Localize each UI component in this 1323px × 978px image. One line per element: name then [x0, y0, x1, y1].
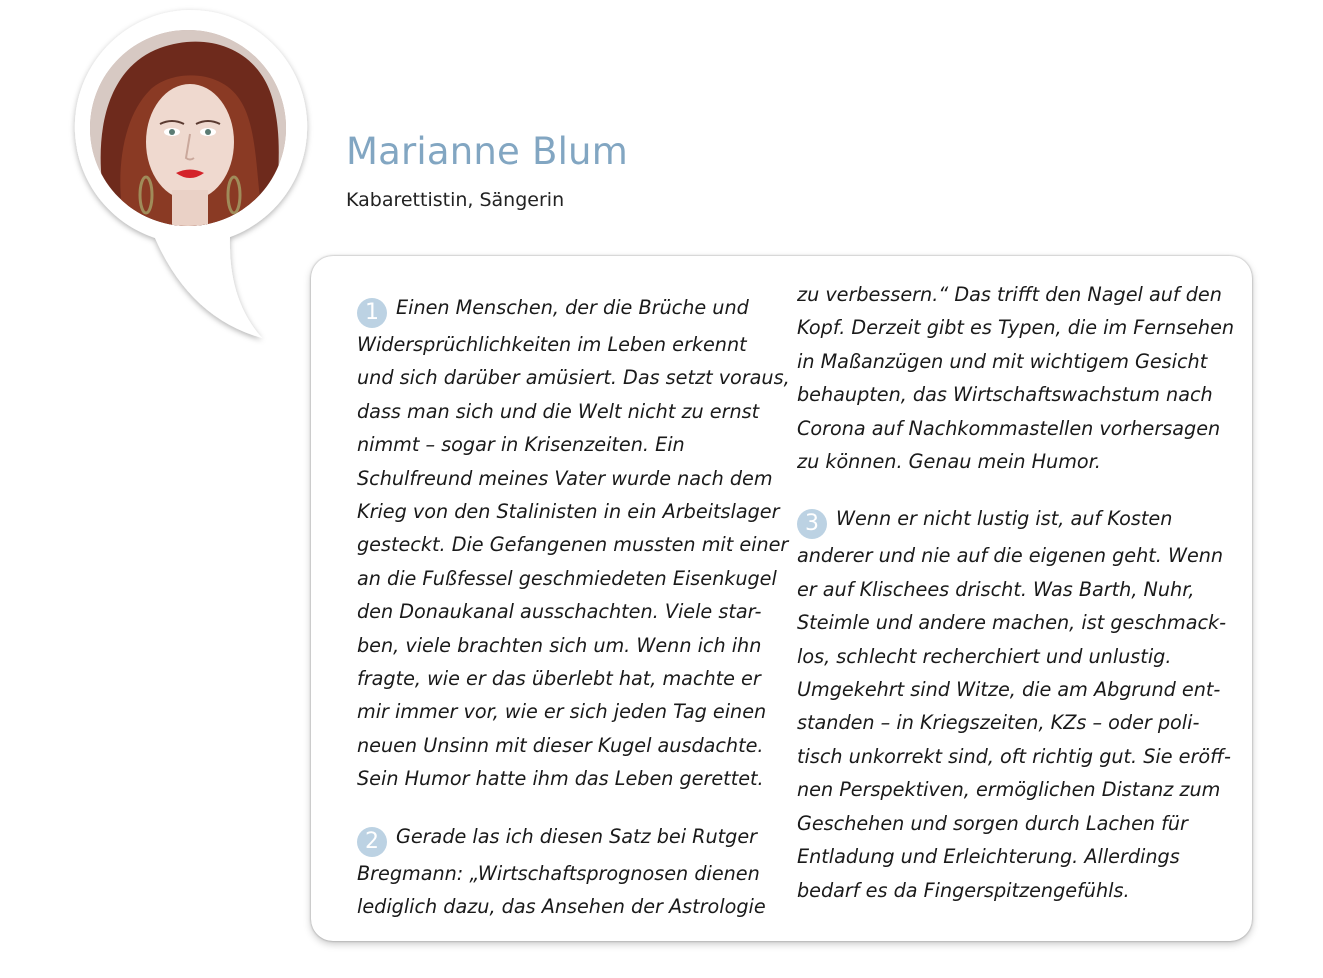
answer-line: nimmt – sogar in Krisenzeiten. Ein [357, 433, 685, 457]
answer-line: Krieg von den Stalinisten in ein Arbeitslager [357, 500, 780, 524]
answer-line: bedarf es da Fingerspitzengefühls. [797, 878, 1130, 902]
answer-line: Entladung und Erleichterung. Allerdings [797, 845, 1180, 869]
answer-line: in Maßanzügen und mit wichtigem Gesicht [797, 349, 1208, 373]
person-role: Kabarettistin, Sängerin [346, 189, 565, 211]
answer-line: ben, viele brachten sich um. Wenn ich ihn [357, 633, 762, 657]
number-badge: 2 [357, 827, 387, 857]
portrait-photo [90, 30, 286, 226]
left-column [357, 291, 790, 924]
right-column [797, 278, 1235, 907]
answer-line: gesteckt. Die Gefangenen mussten mit einer [357, 533, 789, 557]
answer-line: Kopf. Derzeit gibt es Typen, die im Fernsehen [797, 316, 1235, 340]
answer-line: dass man sich und die Welt nicht zu ernst [357, 399, 760, 423]
answer-line: zu können. Genau mein Humor. [797, 450, 1101, 474]
number-badge: 3 [797, 509, 827, 539]
answer-line: neuen Unsinn mit dieser Kugel ausdachte. [357, 733, 764, 757]
answer-line: Bregmann: „Wirtschaftsprognosen dienen [357, 861, 760, 885]
answer-line: nen Perspektiven, ermöglichen Distanz zum [797, 778, 1221, 802]
answer-line: und sich darüber amüsiert. Das setzt voraus, [357, 366, 790, 390]
answer-line: 1 Einen Menschen, der die Brüche und [357, 291, 777, 328]
answer-line: Steimle und andere machen, ist geschmack- [797, 611, 1227, 635]
answer-line: anderer und nie auf die eigenen geht. Wenn [797, 544, 1224, 568]
answer-line: 2 Gerade las ich diesen Satz bei Rutger [357, 820, 777, 857]
answer-line: behaupten, das Wirtschaftswachstum nach [797, 383, 1213, 407]
answer-line: tisch unkorrekt sind, oft richtig gut. Sie eröff- [797, 744, 1231, 768]
answer-line: er auf Klischees drischt. Was Barth, Nuhr, [797, 577, 1195, 601]
answer-3 [797, 502, 1231, 906]
number-badge: 1 [357, 298, 387, 328]
answer-line: Geschehen und sorgen durch Lachen für [797, 811, 1188, 835]
answer-2-continued [797, 278, 1235, 478]
answer-line: Widersprüchlichkeiten im Leben erkennt [357, 333, 747, 356]
answer-line: Schulfreund meines Vater wurde nach dem [357, 466, 773, 490]
answer-line: Sein Humor hatte ihm das Leben gerettet. [357, 767, 764, 791]
answer-line: standen – in Kriegszeiten, KZs – oder poli- [797, 711, 1200, 735]
person-name: Marianne Blum [346, 130, 628, 173]
answer-line: Umgekehrt sind Witze, die am Abgrund ent- [797, 678, 1221, 702]
answer-line: zu verbessern.“ Das trifft den Nagel auf den [797, 283, 1222, 306]
answer-line: den Donaukanal ausschachten. Viele star- [357, 600, 762, 624]
answer-line: fragte, wie er das überlebt hat, machte er [357, 667, 761, 691]
answer-2 [357, 820, 777, 924]
portrait-illustration [90, 30, 286, 226]
answer-line: los, schlecht recherchiert und unlustig. [797, 644, 1172, 668]
answer-1 [357, 291, 790, 796]
answer-line: 3 Wenn er nicht lustig ist, auf Kosten [797, 502, 1217, 539]
answer-line: mir immer vor, wie er sich jeden Tag einen [357, 700, 767, 724]
answer-line: lediglich dazu, das Ansehen der Astrologie [357, 895, 766, 919]
answer-line: Corona auf Nachkommastellen vorhersagen [797, 416, 1221, 440]
answer-line: an die Fußfessel geschmiedeten Eisenkugel [357, 566, 777, 590]
